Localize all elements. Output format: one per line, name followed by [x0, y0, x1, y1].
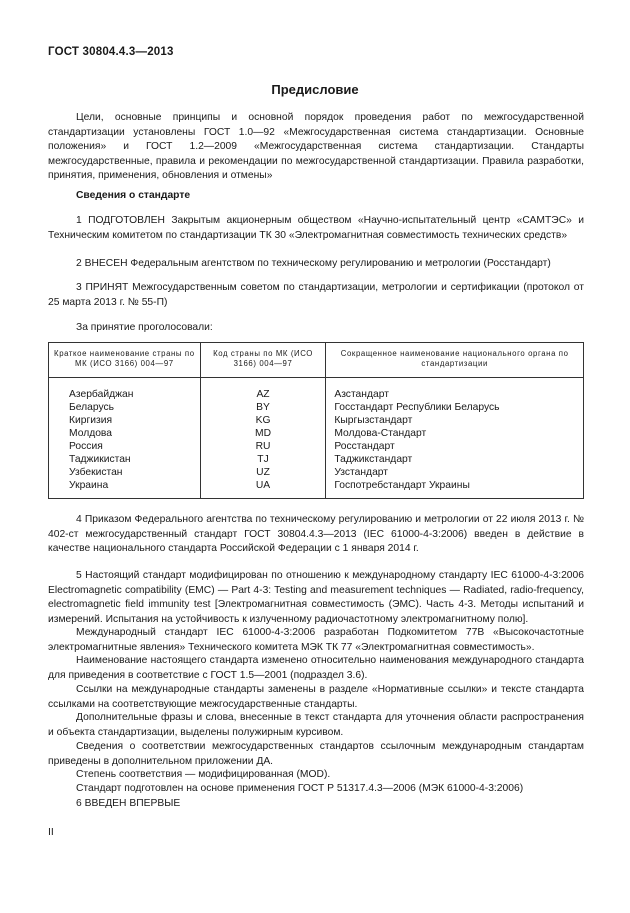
- item-5-developer-paragraph: Международный стандарт IEC 61000-4-3:2006 разработан Подкомитетом 77В «Высокочастотные электромагнитные явления» Технического комитета МЭК ТК 77 «Электромагнитная совместимость».: [48, 627, 584, 653]
- country-name-cell: Молдова: [49, 427, 201, 440]
- country-name-cell: Киргизия: [49, 414, 201, 427]
- item-5-title-change-paragraph: Наименование настоящего стандарта изменено относительно наименования международного стандарта для приведения в соответствие с ГОСТ 1.5—2001 (подраздел 3.6).: [48, 655, 584, 681]
- item-5-references-paragraph: Ссылки на международные стандарты заменены в разделе «Нормативные ссылки» и тексте стандарта ссылками на соответствующие межгосударственные стандарты.: [48, 684, 584, 710]
- table-row: [49, 453, 584, 466]
- header-standards-body: Сокращенное наименование национального органа по стандартизации: [326, 343, 584, 378]
- item-1-paragraph: 1 ПОДГОТОВЛЕН Закрытым акционерным обществом «Научно-испытательный центр «САМТЭС» и Техническим комитетом по стандартизации ТК 30 «Электромагнитная совместимость технических средств»: [48, 215, 584, 241]
- item-4-paragraph: 4 Приказом Федерального агентства по техническому регулированию и метрологии от 22 июля 2013 г. № 402-ст межгосударственный стандарт ГОСТ 30804.4.3—2013 (IEC 61000-4-3:2006) введен в действие в качестве национального стандарта Российской Федерации с 1 января 2014 г.: [48, 514, 584, 554]
- standards-body-cell: Госстандарт Республики Беларусь: [326, 401, 584, 414]
- table-row: [49, 440, 584, 453]
- item-2-paragraph: 2 ВНЕСЕН Федеральным агентством по техническому регулированию и метрологии (Росстандарт): [76, 258, 551, 269]
- table-header-row: [49, 343, 584, 378]
- page-title: Предисловие: [271, 82, 359, 97]
- standards-body-cell: Росстандарт: [326, 440, 584, 453]
- standards-body-cell: Азстандарт: [326, 378, 584, 402]
- info-heading: Сведения о стандарте: [76, 190, 191, 201]
- country-code-cell: KG: [200, 414, 326, 427]
- country-code-cell: AZ: [200, 378, 326, 402]
- header-country-name: Краткое наименование страны по МК (ИСО 3166) 004—97: [49, 343, 201, 378]
- table-row: [49, 466, 584, 479]
- item-5-paragraph: 5 Настоящий стандарт модифицирован по отношению к международному стандарту IEC 61000-4-3:2006 Electromagnetic compatibility (EMC) — Part 4-3: Testing and measurement techniques — Radiated, radio-frequency, electromagnetic field immunity test [Электромагнитная совместимость (ЭМС). Часть 4-3. Методы испытаний и измерений. Испытания на устойчивость к излученному радиочастотному электромагнитному полю].: [48, 570, 584, 625]
- table-row: [49, 378, 584, 402]
- standard-code-header: ГОСТ 30804.4.3—2013: [48, 46, 174, 58]
- voting-table: [48, 342, 584, 499]
- intro-paragraph: Цели, основные принципы и основной порядок проведения работ по межгосударственной стандартизации установлены ГОСТ 1.0—92 «Межгосударственная система стандартизации. Основные положения» и ГОСТ 1.2—2009 «Межгосударственная система стандартизации. Стандарты межгосударственные, правила и рекомендации по межгосударственной стандартизации. Правила разработки, принятия, применения, обновления и отмены»: [48, 112, 584, 181]
- vote-intro: За принятие проголосовали:: [76, 322, 213, 333]
- standards-body-cell: Таджикстандарт: [326, 453, 584, 466]
- item-5-basis-paragraph: Стандарт подготовлен на основе применения ГОСТ Р 51317.4.3—2006 (МЭК 61000-4-3:2006): [76, 783, 524, 794]
- country-code-cell: BY: [200, 401, 326, 414]
- item-5-additions-paragraph: Дополнительные фразы и слова, внесенные в текст стандарта для уточнения области распространения и объекта стандартизации, выделены полужирным курсивом.: [48, 712, 584, 738]
- country-name-cell: Таджикистан: [49, 453, 201, 466]
- table-row: [49, 414, 584, 427]
- table-row: [49, 427, 584, 440]
- country-name-cell: Россия: [49, 440, 201, 453]
- standards-body-cell: Госпотребстандарт Украины: [326, 479, 584, 499]
- country-name-cell: Украина: [49, 479, 201, 499]
- standards-body-cell: Молдова-Стандарт: [326, 427, 584, 440]
- standards-body-cell: Кыргызстандарт: [326, 414, 584, 427]
- table-row: [49, 401, 584, 414]
- country-code-cell: UZ: [200, 466, 326, 479]
- table-row: [49, 479, 584, 499]
- page-number: II: [48, 826, 54, 838]
- country-code-cell: MD: [200, 427, 326, 440]
- standards-body-cell: Узстандарт: [326, 466, 584, 479]
- country-name-cell: Узбекистан: [49, 466, 201, 479]
- country-name-cell: Беларусь: [49, 401, 201, 414]
- item-3-paragraph: 3 ПРИНЯТ Межгосударственным советом по стандартизации, метрологии и сертификации (протокол от 25 марта 2013 г. № 55-П): [48, 282, 584, 308]
- country-code-cell: TJ: [200, 453, 326, 466]
- item-5-degree-paragraph: Степень соответствия — модифицированная (MOD).: [76, 769, 331, 780]
- country-code-cell: UA: [200, 479, 326, 499]
- country-code-cell: RU: [200, 440, 326, 453]
- country-name-cell: Азербайджан: [49, 378, 201, 402]
- item-5-correspondence-paragraph: Сведения о соответствии межгосударственных стандартов ссылочным международным стандартам приведены в дополнительном приложении ДА.: [48, 741, 584, 767]
- header-country-code: Код страны по МК (ИСО 3166) 004—97: [200, 343, 326, 378]
- item-6-paragraph: 6 ВВЕДЕН ВПЕРВЫЕ: [76, 798, 181, 809]
